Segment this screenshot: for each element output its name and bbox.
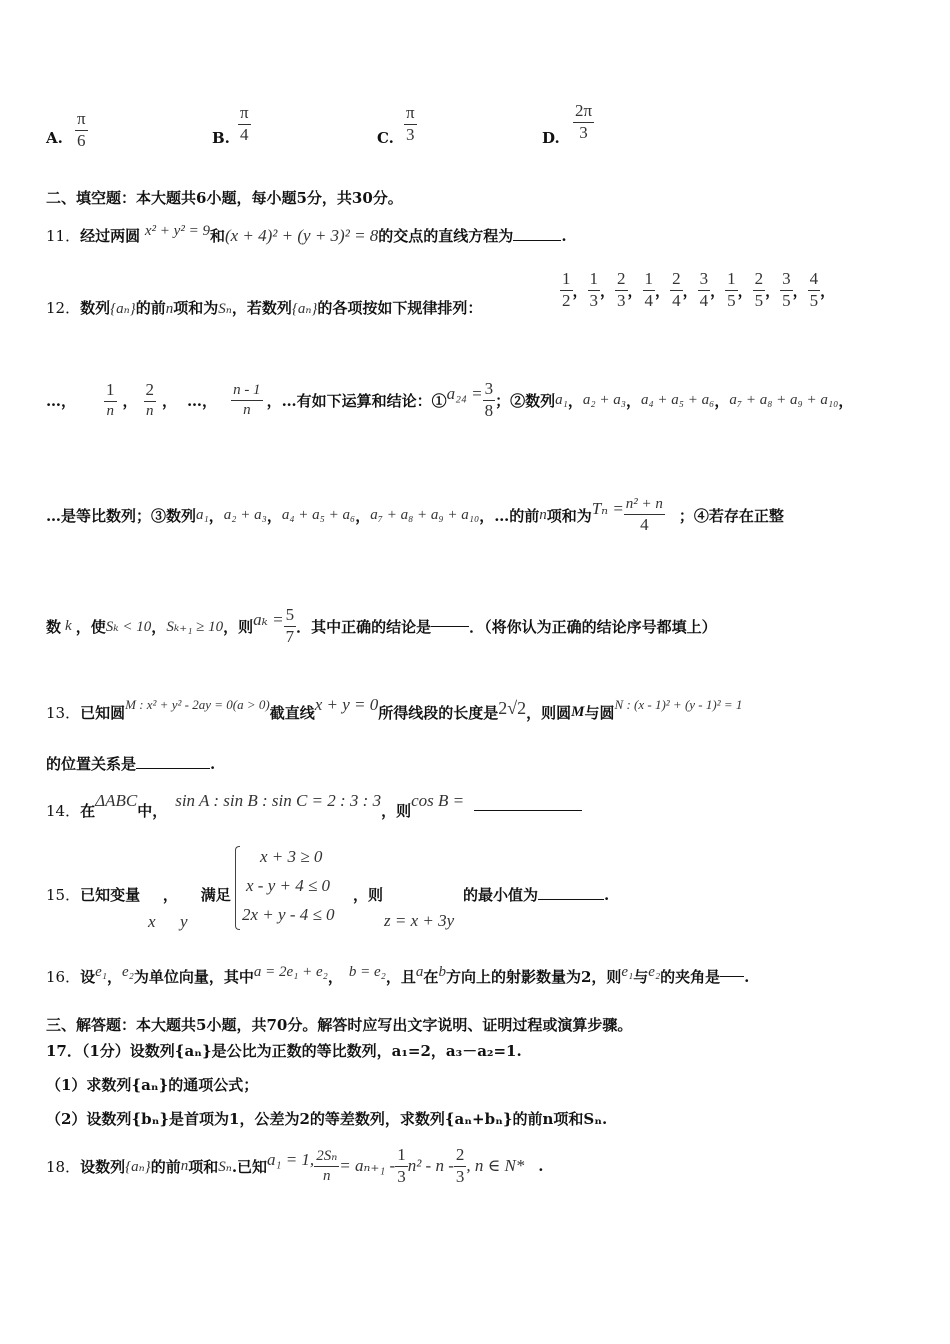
question-12-fraction-list [560, 270, 835, 310]
sequence-fraction: $\frac{3}{5}$ ， [782, 269, 808, 310]
choice-d-value: $\frac{2\pi}{3}$ [575, 101, 593, 142]
choice-a-value: $\frac{\pi}{6}$ [77, 109, 86, 150]
question-18: 18． 设数列 {aₙ} 的前 n 项和 Sₙ .已知 a₁ = 1, $\frac{\text{2Sₙ}}{n}$ = aₙ₊₁ - $\frac{1}{3}$ n² - n - $\frac{2}{3}$ , n ∈ N* . [46, 1145, 544, 1186]
variable-y: y [180, 912, 188, 931]
constraint-1: x + 3 ≥ 0 [260, 847, 323, 866]
question-11: 11．经过两圆 x² + y² = 9和(x + 4)² + (y + 3)² = 8的交点的直线方程为 . [46, 223, 567, 245]
question-14: 14． 在 ΔABC 中， sin A : sin B : sin C = 2 : 3 : 3 ，则 cos B = [46, 800, 582, 821]
sequence-fraction: $\frac{2}{5}$ ， [754, 269, 781, 310]
question-12-line2: …， $\frac{1}{n}$ ， $\frac{2}{n}$ ， …， $\frac{n - 1}{n}$ ，…有如下运算和结论：① a₂₄ = $\frac{3}{8}$ ；②数列 a₁ ， a₂ + a₃ ， a₄ + a₅ + a₆ ， a₇ + a₈ + a₉ + a₁₀ ， [46, 379, 854, 420]
sequence-fraction: $\frac{1}{3}$ ， [589, 269, 616, 310]
question-17-part1: （1）求数列{aₙ}的通项公式； [46, 1076, 259, 1094]
choice-d-label: D. [542, 129, 560, 147]
sequence-fraction: $\frac{2}{4}$ ， [672, 269, 698, 310]
constraint-3: 2x + y - 4 ≤ 0 [242, 905, 335, 924]
objective-z: z = x + 3y [384, 911, 455, 930]
question-15-tail: 的最小值为 . [463, 886, 610, 904]
question-12-line3: …是等比数列；③数列 a₁ ， a₂ + a₃ ， a₄ + a₅ + a₆ ， a₇ + a₈ + a₉ + a₁₀ ，…的前 n 项和为 Tₙ = $\frac{\text{n² + n}}{4}$ ；④若存在正整 [46, 496, 784, 534]
constraint-2: x - y + 4 ≤ 0 [246, 876, 331, 895]
question-17-part2: （2）设数列{bₙ}是首项为1，公差为2的等差数列，求数列{aₙ+bₙ}的前n项和Sₙ. [46, 1110, 608, 1128]
sequence-fraction: $\frac{1}{2}$ ， [562, 269, 588, 310]
question-13-line2: 的位置关系是 . [46, 755, 216, 773]
choice-c-value: $\frac{\pi}{3}$ [406, 103, 415, 144]
question-15-then: ，则 [353, 886, 384, 904]
system-brace [235, 846, 240, 930]
variable-x: x [148, 912, 156, 931]
section3-heading: 三、解答题：本大题共5小题，共70分。解答时应写出文字说明、证明过程或演算步骤。 [46, 1016, 633, 1034]
choice-c-label: C. [377, 129, 394, 147]
sequence-fraction: $\frac{4}{5}$ ， [809, 269, 836, 310]
choice-b-label: B. [212, 129, 230, 147]
question-12-line4: 数 k ，使 Sₖ < 10 ， Sₖ₊₁ ≥ 10 ，则 aₖ = $\frac{5}{7}$ ．其中正确的结论是 ．（将你认为正确的结论序号都填上） [46, 605, 717, 646]
choice-a-label: A. [46, 129, 63, 147]
sequence-fraction: $\frac{2}{3}$ ， [617, 269, 643, 310]
sequence-fraction: $\frac{1}{5}$ ， [727, 269, 753, 310]
sequence-fraction: $\frac{1}{4}$ ， [644, 269, 671, 310]
section2-heading: 二、填空题：本大题共6小题，每小题5分，共30分。 [46, 189, 403, 207]
question-12-line1: 12．数列{aₙ}的前n项和为Sₙ，若数列{aₙ}的各项按如下规律排列： [46, 299, 483, 317]
sequence-fraction: $\frac{3}{4}$ ， [699, 269, 726, 310]
question-15-text: 15．已知变量 ， 满足 [46, 886, 231, 904]
question-17: 17．（1分）设数列{aₙ}是公比为正数的等比数列，a₁=2，a₃－a₂=1. [46, 1042, 522, 1060]
choice-b-value: $\frac{\pi}{4}$ [240, 103, 249, 144]
question-16: 16． 设 e₁ ， e₂ 为单位向量，其中 a = 2e₁ + e₂ ， b = e₂ ，且 a 在 b 方向上的射影数量为2，则 e₁ 与 e₂ 的夹角是 . [46, 964, 750, 986]
question-13-line1: 13． 已知圆 M : x² + y² - 2ay = 0(a > 0) 截直线 x + y = 0 所得线段的长度是 2√2 ，则圆 M 与圆 N : (x - 1)² + (y - 1)² = 1 [46, 694, 743, 722]
